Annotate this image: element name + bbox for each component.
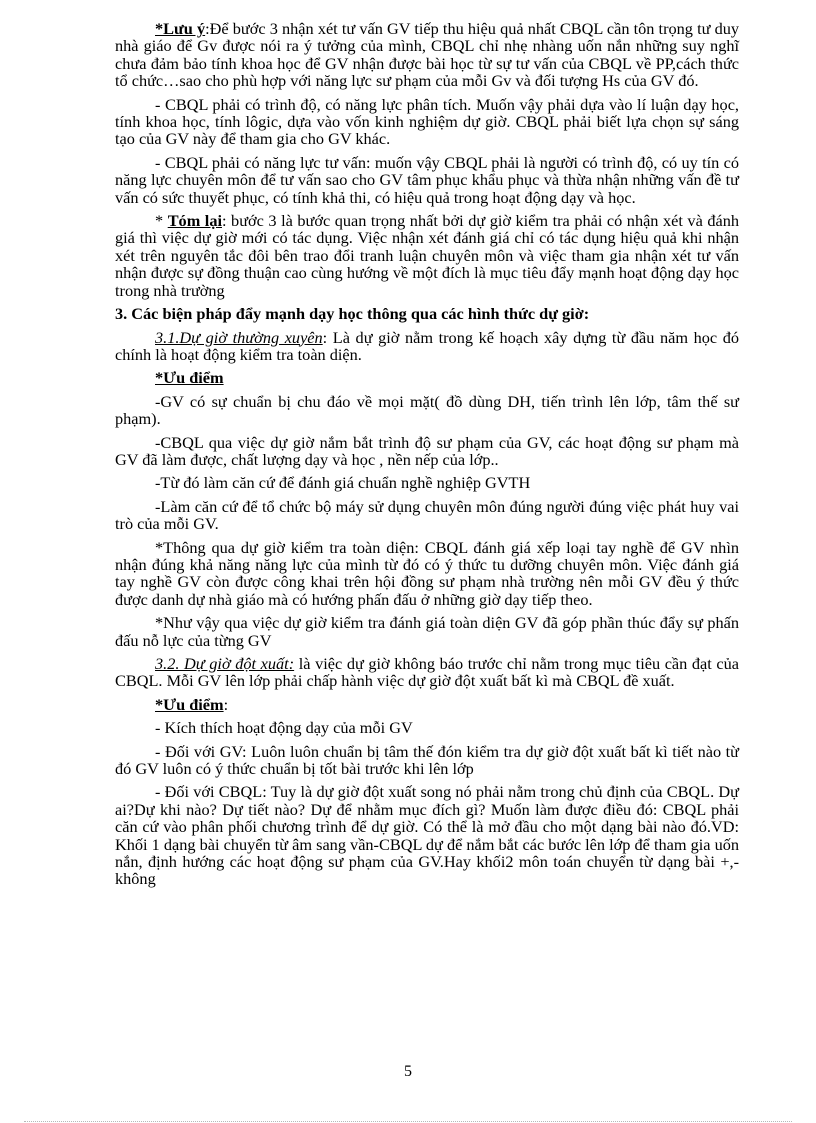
summary-text: : bước 3 là bước quan trọng nhất bởi dự giờ kiểm tra phải có nhận xét và đánh giá thì việc dự giờ mới có tác dụng. Việc nhận xét đánh giá chỉ có tác dụng hiệu quả khi nhận xét trên nguyên tắc đôi bên trao đổi tranh luận chuyên môn và việc tham gia nhận xét tư vấn nhận được sự đồng thuận cao cùng hướng về một đích là mục tiêu đẩy mạnh hoạt động dạy học trong nhà trường: [115, 211, 739, 300]
list-item: - Đối với GV: Luôn luôn chuẩn bị tâm thế đón kiểm tra dự giờ đột xuất bất kì tiết nào từ đó GV luôn có ý thức chuẩn bị tốt bài trước khi lên lớp: [115, 741, 739, 779]
advantages-heading-1: [115, 369, 739, 386]
summary-label: Tóm lại: [167, 211, 222, 231]
list-item: - Kích thích hoạt động dạy của mỗi GV: [155, 718, 413, 738]
subsection-3-2-text: là việc dự giờ không báo trước chỉ nằm trong mục tiêu cần đạt của CBQL. Mỗi GV lên lớp phải chấp hành việc dự giờ đột xuất bất kì mà CBQL đề xuất.: [115, 654, 740, 691]
page-number: 5: [404, 1063, 412, 1080]
list-item: -GV có sự chuẩn bị chu đáo về mọi mặt( đồ dùng DH, tiến trình lên lớp, tâm thế sư phạm).: [115, 391, 739, 429]
advantages-label: *Ưu điểm: [155, 694, 224, 714]
analysis-paragraph: - CBQL phải có trình độ, có năng lực phân tích. Muốn vậy phải dựa vào lí luận dạy học, tính khoa học, tính lôgic, dựa vào vốn kinh nghiệm dự giờ. CBQL phải biết lựa chọn sự sáng tạo của GV này để tham gia cho GV khác.: [115, 94, 739, 149]
list-item: - Đối với CBQL: Tuy là dự giờ đột xuất song nó phải nằm trong chủ định của CBQL. Dự ai?Dự khi nào? Dự tiết nào? Dự để nhằm mục đích gì? Muốn làm được điều đó: CBQL phải căn cứ vào phân phối chương trình để dự giờ. Có thể là mở đầu cho một dạng bài nào đó.VD: Khối 1 dạng bài chuyển từ âm sang vần-CBQL dự để nắm bắt các bước lên lớp để tham gia uốn nắn, định hướng các hoạt động sư phạm của GV.Hay khối2 môn toán chuyển từ dạng bài +,- không: [115, 782, 739, 889]
summary-prefix: *: [155, 211, 168, 231]
advisory-paragraph: - CBQL phải có năng lực tư vấn: muốn vậy CBQL phải là người có trình độ, có uy tín có năng lực chuyên môn để tư vấn sao cho GV tâm phục khẩu phục và thừa nhận những vấn đề tư vấn có sức thuyết phục, có tính khả thi, có hiệu quả trong hoạt động dạy và học.: [115, 152, 739, 207]
list-item: -Từ đó làm căn cứ để đánh giá chuẩn nghề nghiệp GVTH: [155, 473, 531, 493]
subsection-3-1-title: 3.1.Dự giờ thường xuyên: [155, 327, 323, 347]
advantages-colon: :: [223, 694, 229, 714]
page-bottom-divider: [24, 1121, 792, 1122]
summary-paragraph: [115, 212, 739, 299]
subsection-3-2-paragraph: [115, 655, 739, 690]
note-paragraph: [115, 20, 739, 90]
section-3-heading: 3. Các biện pháp đẩy mạnh dạy học thông qua các hình thức dự giờ:: [115, 304, 590, 324]
subsection-3-1-paragraph: [115, 329, 739, 364]
list-item: -Làm căn cứ để tổ chức bộ máy sử dụng chuyên môn đúng người đúng việc phát huy vai trò của mỗi GV.: [115, 496, 739, 534]
list-item: *Thông qua dự giờ kiểm tra toàn diện: CBQL đánh giá xếp loại tay nghề để GV nhìn nhận đúng khả năng năng lực của mình từ đó có ý thức tu dưỡng chuyên môn. Việc đánh giá tay nghề GV còn được công khai trên hội đồng sư phạm nhà trường nên mỗi GV đều ý thức được danh dự nhà giáo mà có hướng phấn đấu ở những giờ dạy tiếp theo.: [115, 537, 739, 609]
note-text: :Để bước 3 nhận xét tư vấn GV tiếp thu hiệu quả nhất CBQL cần tôn trọng tư duy nhà giáo để Gv được nói ra ý tưởng của mình, CBQL chỉ nhẹ nhàng uốn nắn những suy nghĩ chưa đảm bảo tính khoa học để GV nhận được bài học từ sự tư vấn của CBQL về PP,cách thức tổ chức…sao cho phù hợp với năng lực sư phạm của mỗi Gv và đối tượng Hs của GV đó.: [115, 19, 739, 91]
subsection-3-2-title: 3.2. Dự giờ đột xuất:: [155, 654, 295, 673]
list-item: *Như vậy qua việc dự giờ kiểm tra đánh giá toàn diện GV đã góp phần thúc đẩy sự phấn đấu nỗ lực của từng GV: [115, 613, 739, 650]
document-page: [115, 20, 739, 894]
list-item: -CBQL qua việc dự giờ nắm bắt trình độ sư phạm của GV, các hoạt động sư phạm mà GV đã làm được, chất lượng dạy và học , nền nếp của lớp..: [115, 432, 739, 469]
advantages-label: *Ưu điểm: [155, 368, 224, 388]
note-label: *Lưu ý: [155, 19, 206, 38]
subsection-3-1-text: : Là dự giờ nằm trong kế hoạch xây dựng từ đầu năm học đó chính là hoạt động kiểm tra toàn diện.: [115, 327, 739, 364]
advantages-heading-2: [115, 696, 739, 713]
